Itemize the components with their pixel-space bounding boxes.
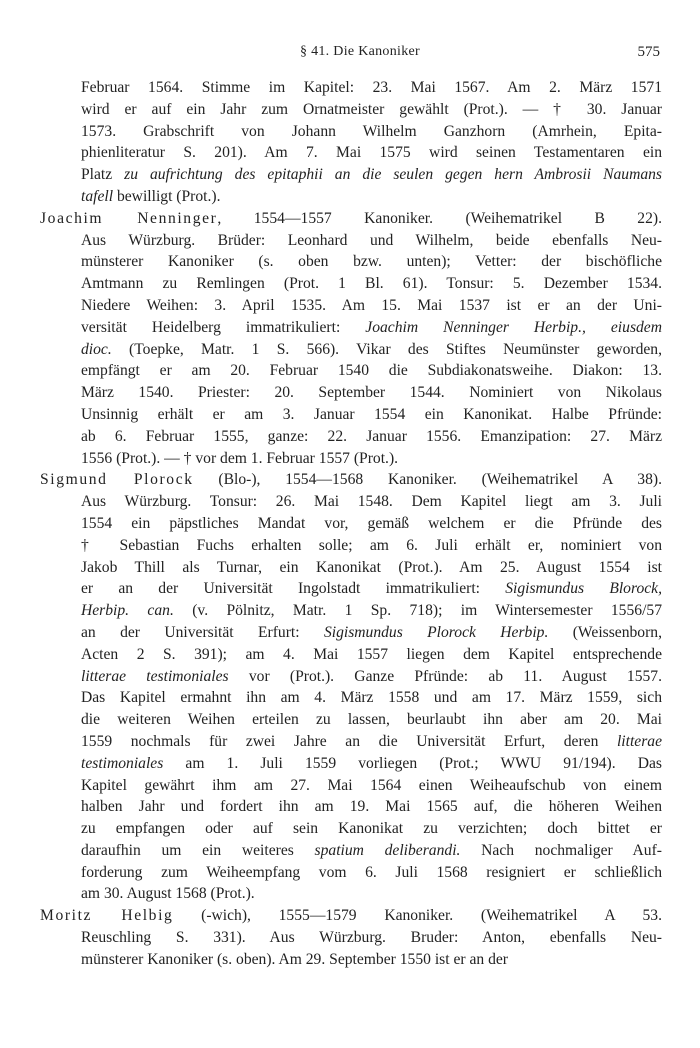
text-line: [40, 382, 662, 404]
body-text: [40, 77, 662, 971]
line-text: empfängt er am 20. Februar 1540 die Subdiakonatsweihe. Diakon: 13.: [81, 362, 662, 380]
line-text: (Toepke, Matr. 1 S. 566). Vikar des Stiftes Neumünster geworden,: [111, 340, 662, 358]
line-text: Niedere Weihen: 3. April 1535. Am 15. Mai 1537 ist er an der Uni-: [81, 296, 662, 314]
running-head: [60, 44, 660, 66]
quoted-source-text: litterae: [616, 732, 662, 750]
line-text: die weiteren Weihen erteilen zu lassen, beurlaubt ihn aber am 20. Mai: [81, 711, 662, 729]
entry-start-line: [40, 208, 662, 230]
text-line: [40, 600, 662, 622]
quoted-source-text: Herbip. can.: [81, 602, 174, 620]
line-text: vor (Prot.). Ganze Pfründe: ab 11. August 1557.: [228, 667, 662, 685]
text-line: [40, 840, 662, 862]
text-line: [40, 578, 662, 600]
entry-start-line: [40, 905, 662, 927]
person-name: Moritz Helbig: [40, 907, 174, 925]
text-line: [40, 404, 662, 426]
quoted-source-text: tafell: [81, 187, 114, 205]
text-line: [40, 317, 662, 339]
line-text: Jakob Thill als Turnar, ein Kanonikat (Prot.). Am 25. August 1554 ist: [81, 558, 662, 576]
line-text: Das Kapitel ermahnt ihn am 4. März 1558 und am 17. März 1559, sich: [81, 689, 662, 707]
text-line: [40, 273, 662, 295]
quoted-source-text: zu aufrichtung des epitaphii an die seulen gegen hern Ambrosii Naumans: [124, 166, 662, 184]
quoted-source-text: litterae testimoniales: [81, 667, 229, 685]
text-line: [40, 557, 662, 579]
text-line: [40, 142, 662, 164]
line-text: ab 6. Februar 1555, ganze: 22. Januar 1556. Emanzipation: 27. März: [81, 427, 662, 445]
person-name: Sigmund Plorock: [40, 471, 194, 489]
line-text: halben Jahr und fordert ihn am 19. Mai 1565 auf, die höheren Weihen: [81, 798, 662, 816]
text-line: [40, 687, 662, 709]
text-line: [40, 513, 662, 535]
text-line: [40, 491, 662, 513]
text-line: [40, 796, 662, 818]
text-line: [40, 448, 662, 470]
text-line: [40, 666, 662, 688]
line-text: am 30. August 1568 (Prot.).: [81, 885, 255, 903]
quoted-source-text: spatium deliberandi.: [314, 841, 461, 859]
text-line: [40, 644, 662, 666]
text-line: [40, 775, 662, 797]
line-text: Februar 1564. Stimme im Kapitel: 23. Mai 1567. Am 2. März 1571: [81, 79, 662, 96]
section-title: § 41. Die Kanoniker: [299, 44, 420, 59]
quoted-source-text: Joachim Nenninger Herbip., eiusdem: [365, 318, 662, 336]
line-text: Amtmann zu Remlingen (Prot. 1 Bl. 61). Tonsur: 5. Dezember 1534.: [81, 275, 662, 293]
text-line: [40, 709, 662, 731]
line-text: wird er auf ein Jahr zum Ornatmeister gewählt (Prot.). — † 30. Januar: [81, 100, 662, 118]
text-line: [40, 731, 662, 753]
line-text: an der Universität Erfurt:: [81, 623, 324, 641]
line-text: Nach nochmaliger Auf-: [460, 841, 662, 859]
text-line: [40, 164, 662, 186]
text-line: [40, 753, 662, 775]
line-text: Aus Würzburg. Brüder: Leonhard und Wilhelm, beide ebenfalls Neu-: [81, 231, 662, 249]
line-text: Kapitel gewährt ihm am 27. Mai 1564 einen Weiheaufschub von einem: [81, 776, 662, 794]
text-line: [40, 862, 662, 884]
line-text: (Weissenborn,: [548, 623, 662, 641]
line-text: daraufhin um ein weiteres: [81, 841, 315, 859]
text-line: [40, 622, 662, 644]
text-line: [40, 77, 662, 99]
text-line: [40, 927, 662, 949]
text-line: [40, 426, 662, 448]
person-name: Joachim Nenninger: [40, 209, 218, 227]
text-line: [40, 186, 662, 208]
line-text: (v. Pölnitz, Matr. 1 Sp. 718); im Wintersemester 1556/57: [173, 602, 663, 620]
line-text: (-wich), 1555—1579 Kanoniker. (Weihematrikel A 53.: [173, 907, 662, 925]
line-text: versität Heidelberg immatrikuliert:: [81, 318, 366, 336]
line-text: er an der Universität Ingolstadt immatrikuliert:: [81, 580, 506, 598]
text-line: [40, 339, 662, 361]
line-text: Aus Würzburg. Tonsur: 26. Mai 1548. Dem Kapitel liegt am 3. Juli: [81, 493, 662, 511]
line-text: münsterer Kanoniker (s. oben). Am 29. September 1550 ist er an der: [81, 950, 508, 968]
quoted-source-text: testimoniales: [81, 754, 164, 772]
quoted-source-text: dioc.: [81, 340, 112, 358]
line-text: Acten 2 S. 391); am 4. Mai 1557 liegen dem Kapitel entsprechende: [81, 645, 662, 663]
line-text: phienliteratur S. 201). Am 7. Mai 1575 wird seinen Testamentaren ein: [81, 144, 662, 162]
line-text: , 1554—1557 Kanoniker. (Weihematrikel B 22).: [217, 209, 662, 227]
line-text: am 1. Juli 1559 vorliegen (Prot.; WWU 91/194). Das: [163, 754, 662, 772]
line-text: 1554 ein päpstliches Mandat vor, gemäß welchem er die Pfründe des: [81, 514, 662, 532]
line-text: zu empfangen oder auf sein Kanonikat zu verzichten; doch bittet er: [81, 820, 662, 838]
line-text: forderung zum Weiheempfang vom 6. Juli 1568 resigniert er schließlich: [81, 863, 662, 881]
page-number: 575: [637, 44, 660, 60]
text-line: [40, 360, 662, 382]
line-text: Platz: [81, 166, 125, 184]
line-text: bewilligt (Prot.).: [113, 187, 221, 205]
line-text: † Sebastian Fuchs erhalten solle; am 6. Juli erhält er, nominiert von: [81, 536, 662, 554]
text-line: [40, 818, 662, 840]
quoted-source-text: Sigismundus Blorock,: [505, 580, 662, 598]
line-text: (Blo-), 1554—1568 Kanoniker. (Weihematrikel A 38).: [193, 471, 662, 489]
line-text: 1559 nochmals für zwei Jahre an die Universität Erfurt, deren: [81, 732, 617, 750]
text-line: [40, 230, 662, 252]
line-text: Reuschling S. 331). Aus Würzburg. Bruder: Anton, ebenfalls Neu-: [81, 929, 662, 947]
text-line: [40, 99, 662, 121]
text-line: [40, 295, 662, 317]
text-line: [40, 121, 662, 143]
quoted-source-text: Sigismundus Plorock Herbip.: [323, 623, 549, 641]
text-line: [40, 535, 662, 557]
line-text: 1556 (Prot.). — † vor dem 1. Februar 1557 (Prot.).: [81, 449, 399, 467]
line-text: Unsinnig erhält er am 3. Januar 1554 ein Kanonikat. Halbe Pfründe:: [81, 405, 662, 423]
text-line: [40, 883, 662, 905]
line-text: 1573. Grabschrift von Johann Wilhelm Ganzhorn (Amrhein, Epita-: [81, 122, 662, 140]
line-text: März 1540. Priester: 20. September 1544. Nominiert von Nikolaus: [81, 384, 662, 402]
line-text: münsterer Kanoniker (s. oben bzw. unten); Vetter: der bischöfliche: [81, 253, 662, 271]
text-line: [40, 251, 662, 273]
entry-start-line: [40, 469, 662, 491]
text-line: [40, 949, 662, 971]
